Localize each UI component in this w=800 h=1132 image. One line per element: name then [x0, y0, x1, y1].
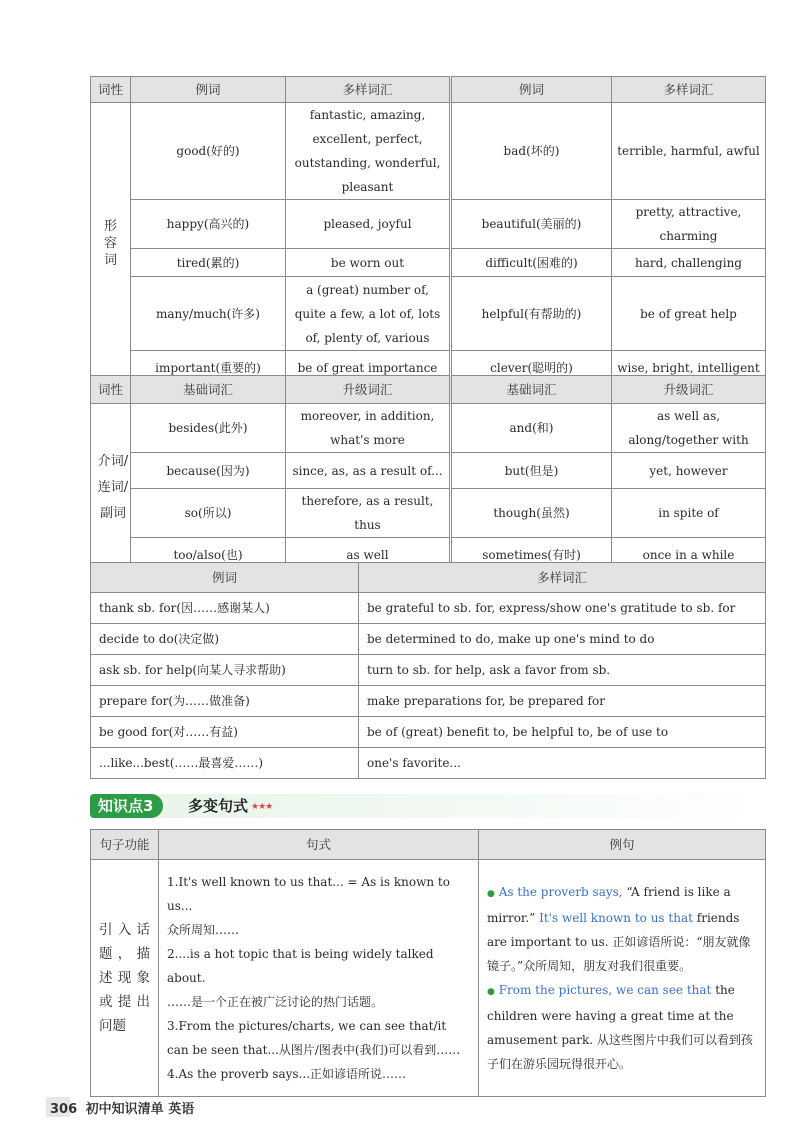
example-phrase: ...like...best(……最喜爱……): [91, 748, 359, 779]
page-footer: [50, 1098, 194, 1117]
example-text: the children were having a great time at the amusement park.: [487, 983, 735, 1047]
vocab-cell: pretty, attractive, charming: [612, 200, 766, 249]
phrase-table: [90, 562, 765, 779]
header-upgrade: 升级词汇: [286, 376, 451, 404]
page-number: 306: [50, 1102, 78, 1117]
example-phrase: be good for(对……有益): [91, 717, 359, 748]
upgrade-word: as well as, along/together with: [612, 404, 766, 453]
table-row: [91, 489, 766, 538]
pattern-line: 4.As the proverb says...正如谚语所说……: [167, 1067, 407, 1081]
vocab-phrase: be determined to do, make up one's mind to do: [359, 624, 766, 655]
pattern-line: 3.From the pictures/charts, we can see that/it can be seen that...从图片/图表中(我们)可以看到……: [167, 1019, 461, 1057]
example-word: good(好的): [131, 103, 286, 200]
basic-word: because(因为): [131, 453, 286, 489]
example-word: happy(高兴的): [131, 200, 286, 249]
example-translation: 从这些图片中我们可以看到孩子们在游乐园玩得很开心。: [487, 1033, 753, 1071]
pos-label: 形容词: [103, 218, 117, 268]
pos-label: 介词/连词/副词: [97, 453, 129, 521]
basic-word: besides(此外): [131, 404, 286, 453]
example-phrase: prepare for(为……做准备): [91, 686, 359, 717]
conjunction-table: [90, 375, 765, 572]
table-row: [91, 686, 766, 717]
adjective-table: [90, 76, 765, 385]
vocab-phrase: be grateful to sb. for, express/show one's gratitude to sb. for: [359, 593, 766, 624]
header-example: 例句: [479, 830, 766, 860]
pattern-line: 1.It's well known to us that... = As is known to us...: [167, 875, 450, 913]
header-basic: 基础词汇: [131, 376, 286, 404]
table-row: [91, 249, 766, 277]
table-row: [91, 624, 766, 655]
difficulty-stars: ★★★: [251, 801, 273, 812]
example-word: clever(聪明的): [451, 351, 612, 385]
example-phrase: ask sb. for help(向某人寻求帮助): [91, 655, 359, 686]
highlight-text: From the pictures, we can see that: [498, 983, 712, 997]
example-word: important(重要的): [131, 351, 286, 385]
example-text: “A friend is like a mirror.”: [487, 885, 731, 925]
vocab-phrase: one's favorite...: [359, 748, 766, 779]
header-vocab: 多样词汇: [359, 563, 766, 593]
vocab-cell: terrible, harmful, awful: [612, 103, 766, 200]
vocab-cell: wise, bright, intelligent: [612, 351, 766, 385]
basic-word: sometimes(有时): [451, 538, 612, 572]
vocab-cell: pleased, joyful: [286, 200, 451, 249]
table-row: [91, 717, 766, 748]
example-cell: [479, 860, 766, 1097]
table-row: [91, 453, 766, 489]
section-badge: 知识点3: [90, 794, 163, 818]
example-phrase: decide to do(决定做): [91, 624, 359, 655]
book-title: 初中知识清单: [85, 1102, 164, 1117]
header-vocab: 多样词汇: [612, 77, 766, 103]
header-example: 例词: [451, 77, 612, 103]
table-row: [91, 404, 766, 453]
header-pos: 词性: [91, 376, 131, 404]
bullet-icon: ●: [487, 987, 495, 997]
table-row: [91, 655, 766, 686]
table-row: [91, 103, 766, 200]
upgrade-word: therefore, as a result, thus: [286, 489, 451, 538]
header-pos: 词性: [91, 77, 131, 103]
upgrade-word: yet, however: [612, 453, 766, 489]
header-vocab: 多样词汇: [286, 77, 451, 103]
sentence-pattern-table: [90, 829, 765, 1097]
upgrade-word: as well: [286, 538, 451, 572]
table-row: [91, 200, 766, 249]
basic-word: but(但是): [451, 453, 612, 489]
example-sentence: [487, 978, 757, 1076]
vocab-cell: hard, challenging: [612, 249, 766, 277]
basic-word: too/also(也): [131, 538, 286, 572]
vocab-cell: fantastic, amazing, excellent, perfect, outstanding, wonderful, pleasant: [286, 103, 451, 200]
upgrade-word: since, as, as a result of...: [286, 453, 451, 489]
function-cell: 引入话题，描述现象或提出问题: [91, 860, 159, 1097]
section-title-text: 多变句式: [188, 797, 249, 815]
section-title: [188, 794, 272, 819]
header-basic: 基础词汇: [451, 376, 612, 404]
upgrade-word: once in a while: [612, 538, 766, 572]
upgrade-word: moreover, in addition, what's more: [286, 404, 451, 453]
example-word: beautiful(美丽的): [451, 200, 612, 249]
header-upgrade: 升级词汇: [612, 376, 766, 404]
vocab-cell: be of great importance: [286, 351, 451, 385]
vocab-cell: a (great) number of, quite a few, a lot of, lots of, plenty of, various: [286, 277, 451, 351]
vocab-cell: be of great help: [612, 277, 766, 351]
example-sentence: [487, 880, 757, 978]
bullet-icon: ●: [487, 889, 495, 899]
vocab-cell: be worn out: [286, 249, 451, 277]
header-function: 句子功能: [91, 830, 159, 860]
example-phrase: thank sb. for(因……感谢某人): [91, 593, 359, 624]
table-row: [91, 277, 766, 351]
header-example: 例词: [91, 563, 359, 593]
table-row: [91, 860, 766, 1097]
basic-word: though(虽然): [451, 489, 612, 538]
basic-word: and(和): [451, 404, 612, 453]
pattern-cell: [159, 860, 479, 1097]
table-row: [91, 593, 766, 624]
pattern-line: ……是一个正在被广泛讨论的热门话题。: [167, 995, 384, 1009]
highlight-text: It's well known to us that: [539, 911, 693, 925]
vocab-phrase: make preparations for, be prepared for: [359, 686, 766, 717]
example-word: tired(累的): [131, 249, 286, 277]
highlight-text: As the proverb says,: [498, 885, 623, 899]
vocab-phrase: turn to sb. for help, ask a favor from sb.: [359, 655, 766, 686]
example-text: friends are important to us. 正如谚语所说：“朋友就像镜子。”众所周知，朋友对我们很重要。: [487, 911, 751, 973]
pattern-line: 众所周知……: [167, 923, 240, 937]
example-word: many/much(许多): [131, 277, 286, 351]
subject-name: 英语: [168, 1102, 195, 1117]
example-word: helpful(有帮助的): [451, 277, 612, 351]
upgrade-word: in spite of: [612, 489, 766, 538]
header-pattern: 句式: [159, 830, 479, 860]
example-word: bad(坏的): [451, 103, 612, 200]
top-margin: [0, 0, 800, 74]
vocab-phrase: be of (great) benefit to, be helpful to, be of use to: [359, 717, 766, 748]
section-header: [90, 794, 765, 818]
header-example: 例词: [131, 77, 286, 103]
table-row: [91, 748, 766, 779]
basic-word: so(所以): [131, 489, 286, 538]
example-word: difficult(困难的): [451, 249, 612, 277]
pattern-line: 2....is a hot topic that is being widely talked about.: [167, 947, 434, 985]
